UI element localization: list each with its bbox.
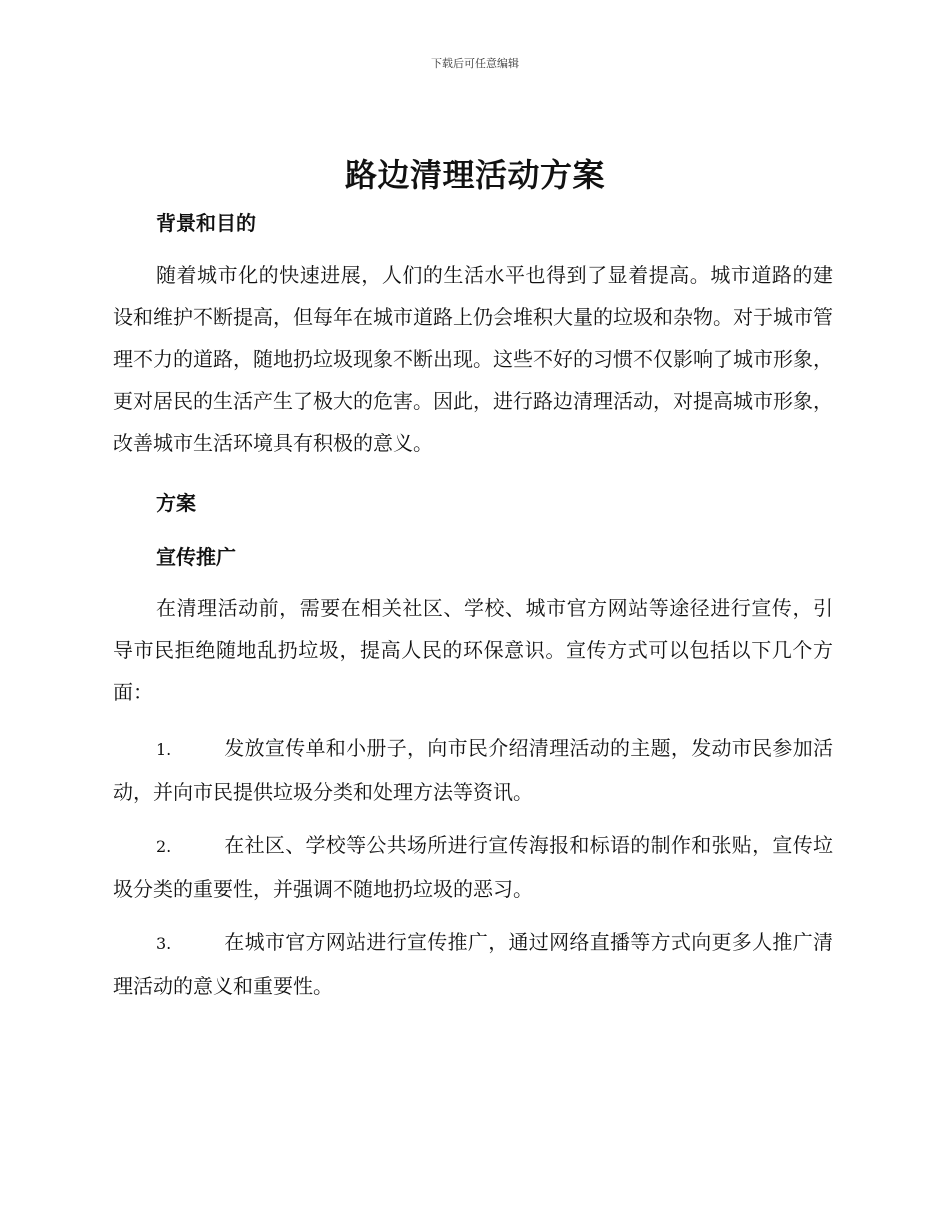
list-item (113, 824, 833, 910)
heading-promotion: 宣传推广 (156, 545, 236, 569)
paragraph-background: 随着城市化的快速进展，人们的生活水平也得到了显着提高。城市道路的建设和维护不断提高，但每年在城市道路上仍会堆积大量的垃圾和杂物。对于城市管理不力的道路，随地扔垃圾现象不断出现。这些不好的习惯不仅影响了城市形象，更对居民的生活产生了极大的危害。因此，进行路边清理活动，对提高城市形象，改善城市生活环境具有积极的意义。 (113, 263, 833, 455)
list-item-number: 1. (156, 740, 172, 759)
list-item-number: 2. (156, 837, 172, 856)
list-item-text: 在城市官方网站进行宣传推广，通过网络直播等方式向更多人推广清理活动的意义和重要性。 (113, 930, 833, 998)
heading-background: 背景和目的 (156, 211, 256, 235)
list-item-number: 3. (156, 934, 172, 953)
heading-plan: 方案 (156, 491, 196, 515)
paragraph-promotion: 在清理活动前，需要在相关社区、学校、城市官方网站等途径进行宣传，引导市民拒绝随地乱扔垃圾，提高人民的环保意识。宣传方式可以包括以下几个方面： (113, 596, 833, 704)
header-note: 下载后可任意编辑 (431, 57, 519, 70)
document-title: 路边清理活动方案 (344, 156, 605, 194)
list-item-text: 在社区、学校等公共场所进行宣传海报和标语的制作和张贴，宣传垃圾分类的重要性，并强调不随地扔垃圾的恶习。 (113, 833, 833, 901)
list-item (113, 727, 833, 813)
list-item (113, 921, 833, 1007)
list-item-text: 发放宣传单和小册子，向市民介绍清理活动的主题，发动市民参加活动，并向市民提供垃圾分类和处理方法等资讯。 (113, 736, 833, 804)
